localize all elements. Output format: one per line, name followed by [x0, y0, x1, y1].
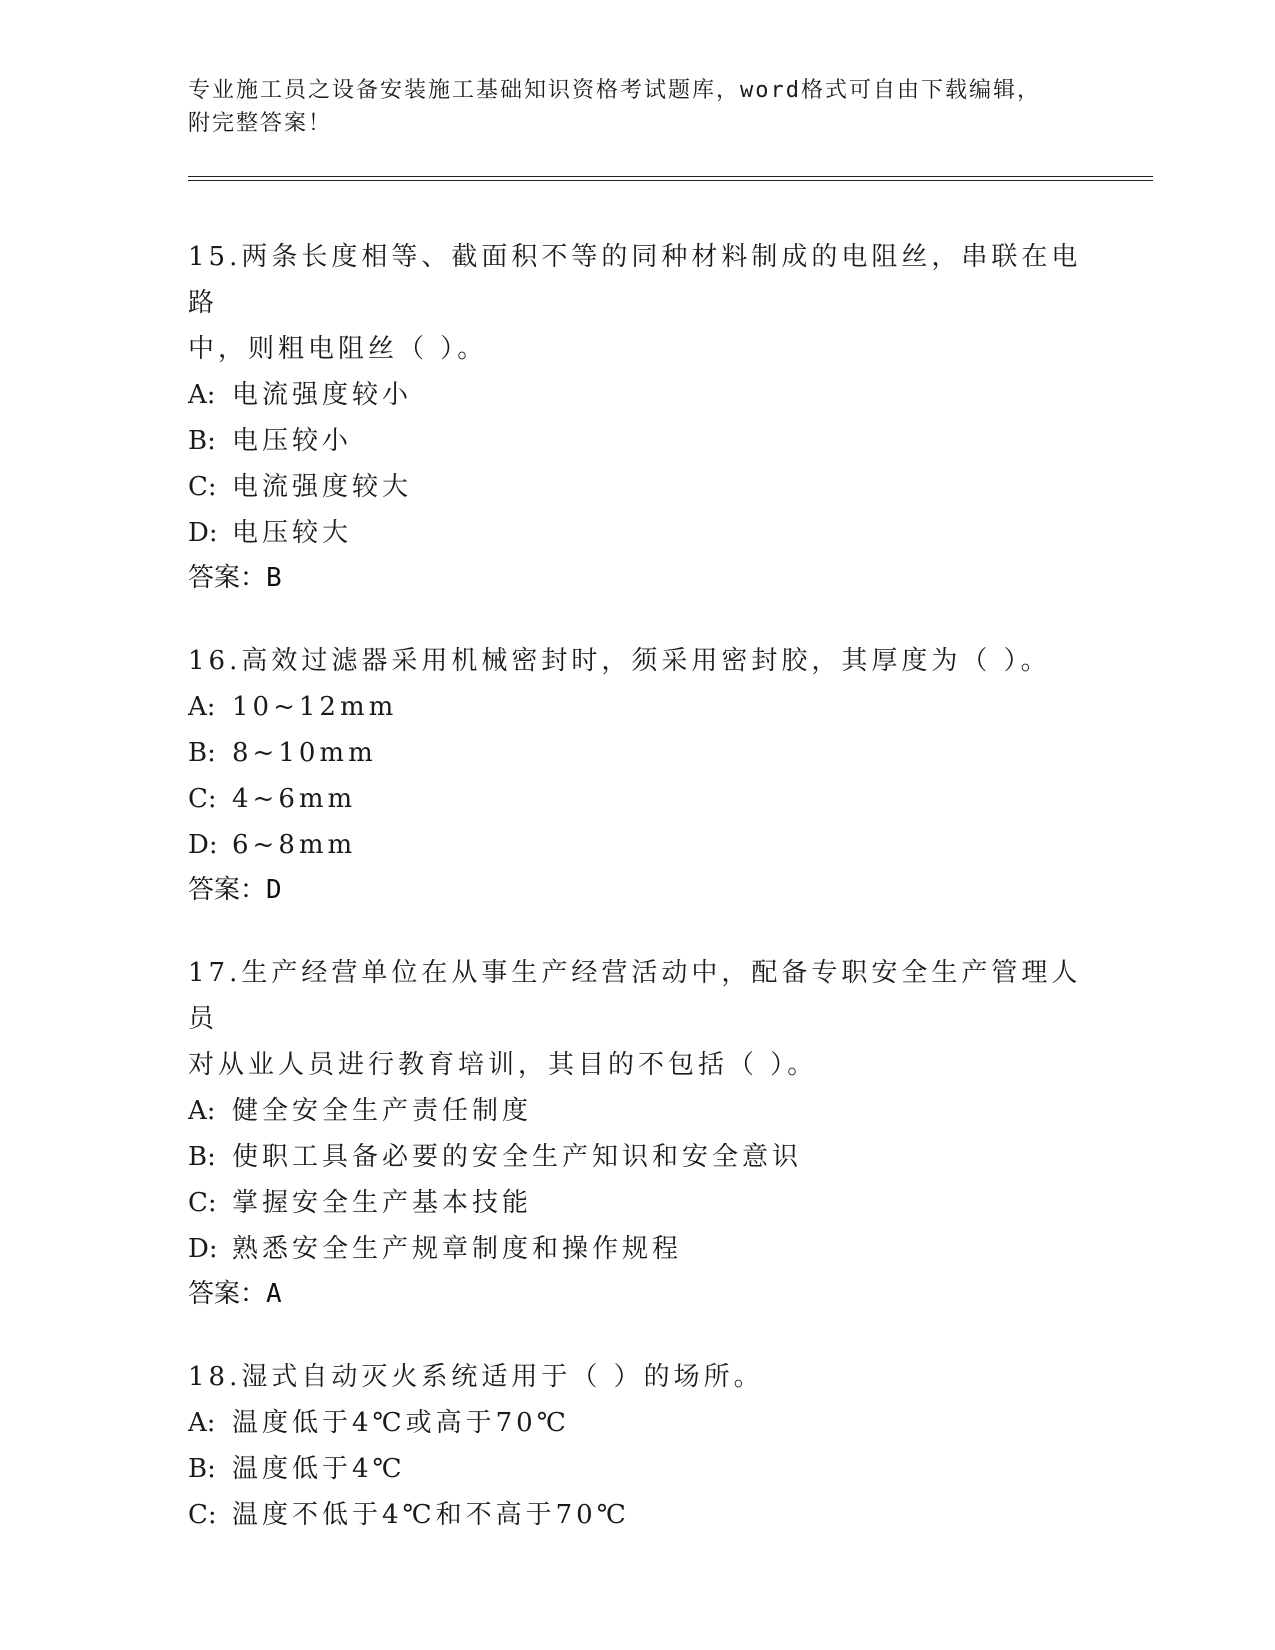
option-b [188, 1446, 1088, 1492]
option-d [188, 510, 1088, 556]
option-text: 掌握安全生产基本技能 [232, 1188, 533, 1218]
option-letter: D: [188, 830, 218, 860]
option-letter: C: [188, 472, 217, 502]
answer-key: 答案：A [188, 1279, 282, 1309]
option-letter: A: [188, 380, 216, 410]
option-letter: A: [188, 1408, 216, 1438]
question-stem-line-1: 18.湿式自动灭火系统适用于（ ）的场所。 [188, 1362, 764, 1392]
answer-key: 答案：D [188, 875, 282, 905]
option-text: 健全安全生产责任制度 [232, 1096, 533, 1126]
question-stem-line-1: 17.生产经营单位在从事生产经营活动中，配备专职安全生产管理人员 [188, 958, 1082, 1034]
header-line-1: 专业施工员之设备安装施工基础知识资格考试题库，word格式可自由下载编辑， [188, 78, 1041, 103]
option-d [188, 1226, 1088, 1272]
header-line-2: 附完整答案！ [188, 111, 333, 136]
option-letter: B: [188, 1454, 216, 1484]
option-text: 电流强度较小 [232, 380, 413, 410]
option-letter: D: [188, 518, 218, 548]
question-17 [188, 950, 1088, 1316]
option-text: 8~10mm [232, 738, 377, 768]
option-b [188, 730, 1088, 776]
question-stem-line-1: 16.高效过滤器采用机械密封时，须采用密封胶，其厚度为（ ）。 [188, 646, 1051, 676]
option-a [188, 372, 1088, 418]
question-stem-line-2: 中，则粗电阻丝（ ）。 [188, 334, 488, 364]
option-c [188, 1492, 1088, 1538]
option-text: 电压较大 [232, 518, 353, 548]
option-text: 熟悉安全生产规章制度和操作规程 [232, 1234, 683, 1264]
option-c [188, 464, 1088, 510]
question-16 [188, 638, 1088, 912]
option-letter: B: [188, 426, 216, 456]
option-text: 电压较小 [232, 426, 353, 456]
question-18 [188, 1354, 1088, 1538]
option-a [188, 1088, 1088, 1134]
answer-key: 答案：B [188, 563, 282, 593]
option-c [188, 776, 1088, 822]
option-text: 温度低于4℃或高于70℃ [232, 1408, 570, 1438]
option-a [188, 684, 1088, 730]
option-text: 温度低于4℃ [232, 1454, 406, 1484]
option-b [188, 1134, 1088, 1180]
option-a [188, 1400, 1088, 1446]
option-letter: B: [188, 738, 216, 768]
option-text: 温度不低于4℃和不高于70℃ [232, 1500, 630, 1530]
option-letter: A: [188, 692, 216, 722]
option-d [188, 822, 1088, 868]
question-stem-line-1: 15.两条长度相等、截面积不等的同种材料制成的电阻丝，串联在电路 [188, 242, 1082, 318]
question-list [188, 234, 1088, 1576]
header-divider [188, 176, 1153, 181]
question-15 [188, 234, 1088, 600]
option-text: 6~8mm [232, 830, 357, 860]
document-header [188, 74, 1088, 140]
option-c [188, 1180, 1088, 1226]
option-text: 电流强度较大 [232, 472, 413, 502]
option-text: 10~12mm [232, 692, 398, 722]
option-letter: C: [188, 1188, 217, 1218]
option-b [188, 418, 1088, 464]
option-letter: D: [188, 1234, 218, 1264]
option-text: 使职工具备必要的安全生产知识和安全意识 [232, 1142, 803, 1172]
option-letter: A: [188, 1096, 216, 1126]
option-text: 4~6mm [232, 784, 357, 814]
option-letter: B: [188, 1142, 216, 1172]
option-letter: C: [188, 1500, 217, 1530]
question-stem-line-2: 对从业人员进行教育培训，其目的不包括（ ）。 [188, 1050, 818, 1080]
option-letter: C: [188, 784, 217, 814]
